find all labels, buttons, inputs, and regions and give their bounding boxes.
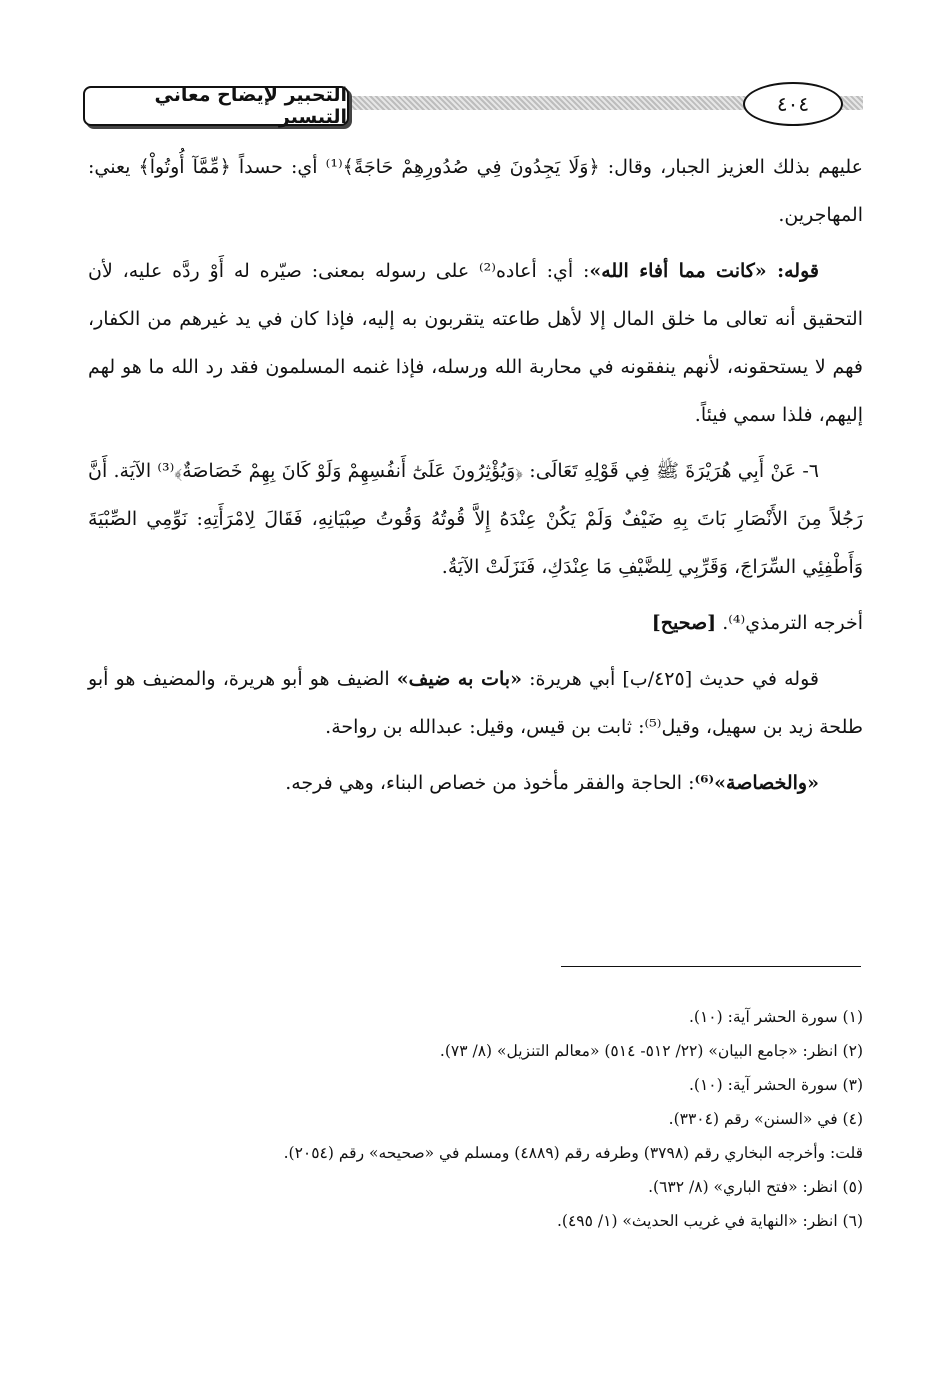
phrase-label: «والخصاصة»⁽⁶⁾ [694,772,819,794]
hadith-grade: [صحيح] [651,612,717,634]
paragraph-3-end: الضيف هو أبو هريرة، والمضيف هو أبو طلحة زيد بن سهيل، وقيل⁽⁵⁾: ثابت بن قيس، وقيل: عبدالله بن رواحة. [88,668,863,738]
paragraph-3-start: قوله في حديث [٤٢٥/ب] أبي هريرة: [521,668,819,690]
phrase-label: قوله: «كانت مما أفاء الله» [589,260,819,282]
paragraph-1: عليهم بذلك العزيز الجبار، وقال: ﴿وَلَا يَجِدُونَ فِي صُدُورِهِمْ حَاجَةً﴾⁽¹⁾ أي: حسداً ﴿مِّمَّآ أُوتُواْ﴾ يعني: المهاجرين. [88,156,863,226]
footnote: (٣) سورة الحشر آية: (١٠). [688,1076,863,1094]
paragraph-4 [88,759,863,807]
page-header [83,86,863,130]
footnote: (٤) في «السنن» رقم (٣٣٠٤). [668,1110,863,1128]
paragraph-2 [88,247,863,439]
main-text [88,143,863,815]
paragraph-3 [88,655,863,751]
book-title-text: التحبير لإيضاح معاني التيسير [154,84,347,128]
book-title [83,86,349,126]
footnote: (١) سورة الحشر آية: (١٠). [688,1008,863,1026]
paragraph-2-text: : أي: أعاده⁽²⁾ على رسوله بمعنى: صيّره له أَوْ ردَّه عليه، لأن التحقيق أنه تعالى ما خلق المال إلا لأهل طاعته يتقربون به إليه، فإذا كان في يد غيرهم من الكفار، فهم لا يستحقونه، لأنهم ينفقونه في محاربة الله ورسله، فإذا غنمه المسلمون فقد رد الله ما هو لهم إليهم، فلذا سمي فيئاً. [88,260,863,426]
page-number-badge [743,82,843,126]
takhrij-text: أخرجه الترمذي⁽⁴⁾. [722,612,863,634]
takhrij-line [88,599,863,647]
footnote-separator [561,966,861,967]
footnote: (٢) انظر: «جامع البيان» (٢٢/ ٥١٢- ٥١٤) «معالم التنزيل» (٨/ ٧٣). [439,1042,863,1060]
footnote: (٥) انظر: «فتح الباري» (٨/ ٦٣٢). [648,1178,863,1196]
page-number: ٤٠٤ [776,92,810,116]
footnotes [88,1000,863,1238]
phrase-label: «بات به ضيف» [396,668,522,690]
hadith-text: ٦- عَنْ أَبِي هُرَيْرَةَ ﷺ فِي قَوْلِهِ تَعَالَى: ﴿وَيُؤْثِرُونَ عَلَىٰٓ أَنفُسِهِمْ وَلَوْ كَانَ بِهِمْ خَصَاصَةٌ﴾⁽³⁾ الآيَة. أَنَّ رَجُلاً مِنَ الأَنْصَارِ بَاتَ بِهِ ضَيْفٌ وَلَمْ يَكُنْ عِنْدَهُ إِلاَّ قُوتُهُ وَقُوتُ صِبْيَانِهِ، فَقَالَ لِامْرَأَتِهِ: نَوِّمِي الصِّبْيَةَ وَأَطْفِئِي السِّرَاجَ، وَقَرِّبِي لِلضَّيْفِ مَا عِنْدَكِ، فَنَزَلَتْ الآيَةُ. [88,460,863,578]
footnote: قلت: وأخرجه البخاري رقم (٣٧٩٨) وطرفه رقم (٤٨٨٩) ومسلم في «صحيحه» رقم (٢٠٥٤). [283,1144,863,1162]
paragraph-4-text: : الحاجة والفقر مأخوذ من خصاص البناء، وهي فرجه. [285,772,695,794]
footnote: (٦) انظر: «النهاية في غريب الحديث» (١/ ٤٩٥). [557,1212,863,1230]
